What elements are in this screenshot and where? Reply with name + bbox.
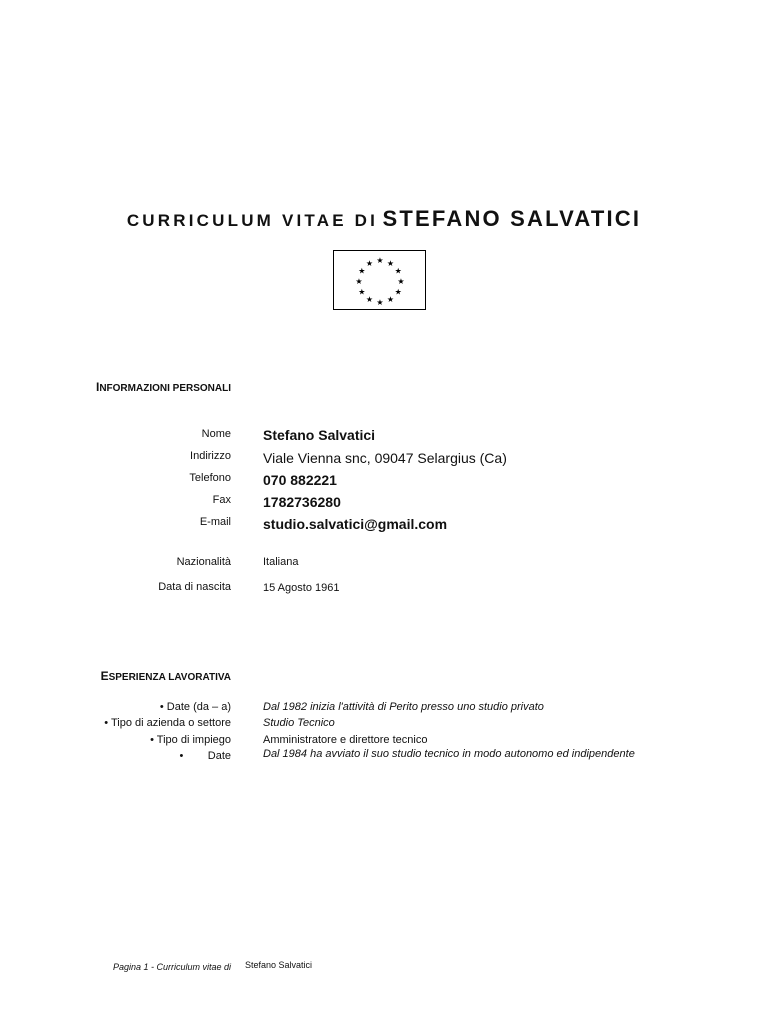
- eu-star-icon: ★: [358, 287, 366, 297]
- value-tipo-azienda: Studio Tecnico: [263, 717, 335, 729]
- value-nazionalita: Italiana: [263, 556, 299, 568]
- label-fax: Fax: [212, 494, 231, 506]
- eu-stars-icon: [334, 251, 425, 309]
- label-nazionalita: Nazionalità: [176, 556, 231, 568]
- value-fax: 1782736280: [263, 494, 341, 510]
- value-email[interactable]: studio.salvatici@gmail.com: [263, 516, 448, 532]
- eu-star-icon: ★: [394, 266, 402, 276]
- label-data-nascita: Data di nascita: [158, 581, 231, 593]
- label-indirizzo: Indirizzo: [190, 450, 231, 462]
- eu-flag-logo: [333, 250, 426, 310]
- eu-star-icon: ★: [376, 256, 384, 265]
- eu-star-icon: ★: [397, 277, 405, 286]
- label-email: E-mail: [199, 516, 231, 528]
- value-nome: Stefano Salvatici: [263, 427, 376, 443]
- title-name: STEFANO SALVATICI: [382, 206, 642, 231]
- page-title: [0, 206, 768, 232]
- eu-star-icon: ★: [386, 258, 395, 268]
- eu-star-icon: ★: [358, 266, 366, 276]
- title-prefix: CURRICULUM VITAE DI: [126, 211, 379, 230]
- value-telefono: 070 882221: [263, 472, 337, 488]
- footer-page-label: Pagina 1 - Curriculum vitae di: [112, 962, 231, 972]
- value-date: Dal 1984 ha avviato il suo studio tecnico in modo autonomo ed indipendente: [263, 748, 635, 760]
- value-tipo-impiego: Amministratore e direttore tecnico: [263, 734, 428, 746]
- eu-star-icon: ★: [355, 277, 363, 286]
- eu-star-icon: ★: [376, 298, 384, 307]
- value-indirizzo: Viale Vienna snc, 09047 Selargius (Ca): [263, 450, 507, 466]
- label-date-range: • Date (da – a): [159, 701, 231, 713]
- eu-star-icon: ★: [386, 295, 395, 305]
- label-telefono: Telefono: [189, 472, 231, 484]
- footer-name: Stefano Salvatici: [245, 960, 313, 970]
- label-tipo-impiego: • Tipo di impiego: [150, 734, 231, 746]
- label-tipo-azienda: • Tipo di azienda o settore: [104, 717, 231, 729]
- personal-info-heading: INFORMAZIONI PERSONALI: [95, 380, 231, 394]
- value-data-nascita: 15 Agosto 1961: [263, 582, 340, 594]
- eu-star-icon: ★: [365, 295, 374, 305]
- value-date-range: Dal 1982 inizia l'attività di Perito presso uno studio privato: [263, 701, 544, 713]
- label-date: • Date: [179, 750, 231, 762]
- eu-star-icon: ★: [365, 258, 374, 268]
- label-nome: Nome: [201, 428, 231, 440]
- work-experience-heading: ESPERIENZA LAVORATIVA: [100, 669, 231, 683]
- eu-star-icon: ★: [394, 287, 402, 297]
